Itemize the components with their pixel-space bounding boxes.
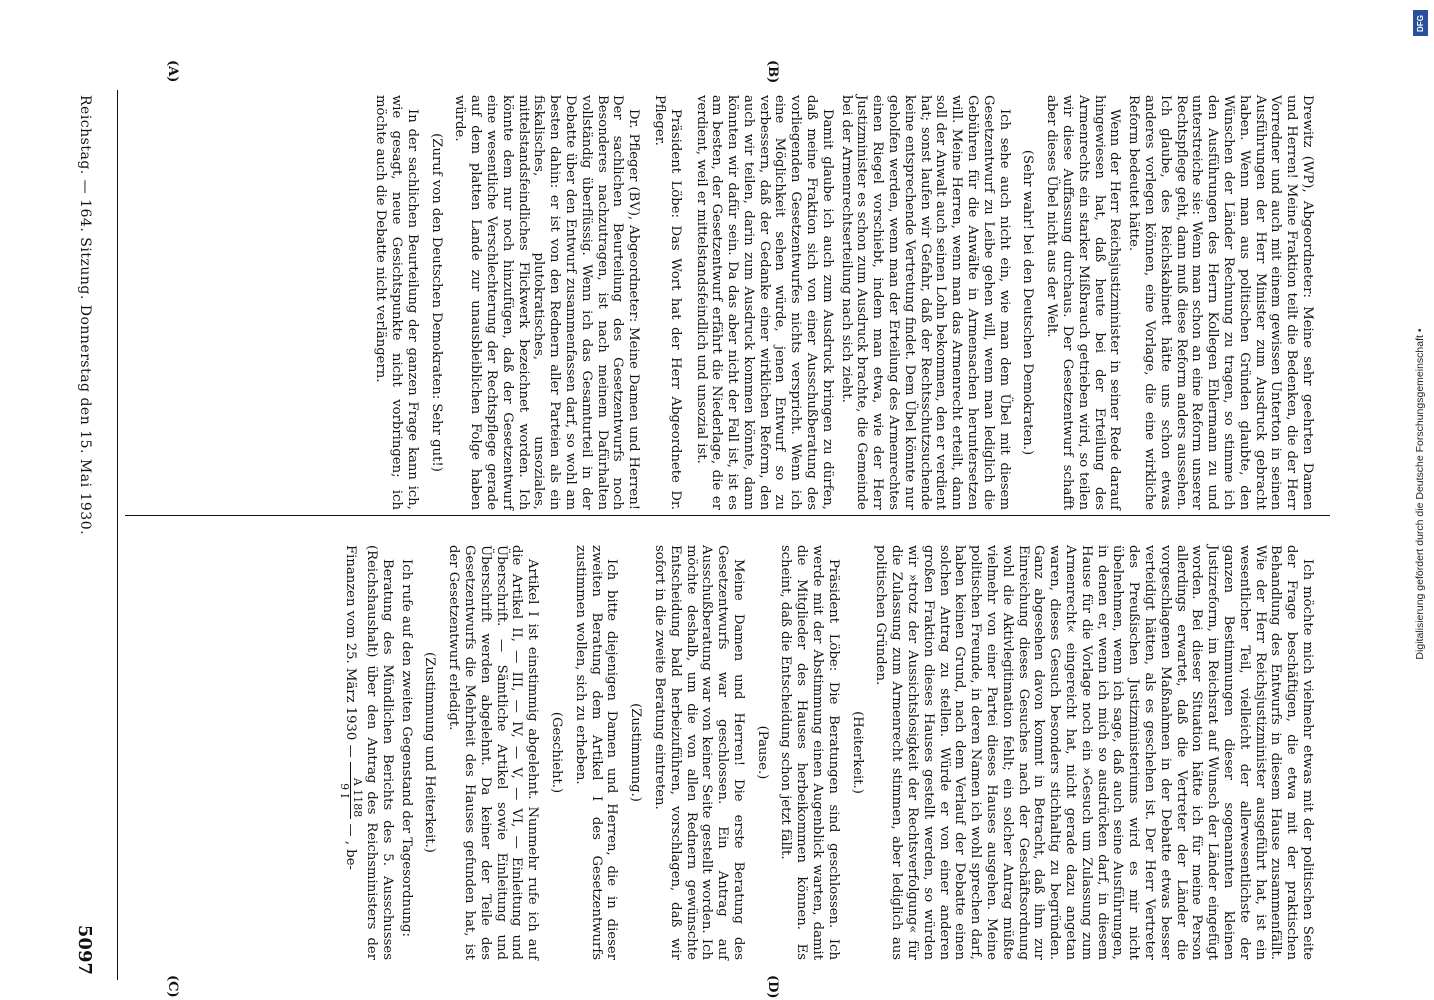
paragraph: Artikel I ist einstimmig abgelehnt. Nunmehr rufe ich auf die Artikel II, — III, — IV, — V, — VI, — Einleitung und Überschrift. — Sämtliche Artikel sowie Einleitung und Überschrift werden abgelehnt. Da keiner der Teile des Gesetzentwurfs die Mehrheit des Hauses gefunden hat, ist der Gesetzentwurf erledigt. <box>446 545 541 960</box>
paragraph: In der sachlichen Beurteilung der ganzen Frage kann ich, wie gesagt, neue Gesichtspunkte nicht vorbringen; ich möchte auch die Debatte nicht verlängern. <box>373 95 420 510</box>
dfg-logo: DFG <box>1413 10 1428 36</box>
header-title: Reichstag. — 164. Sitzung. Donnerstag den 15. Mai 1930. <box>77 95 93 536</box>
fraction-numerator: A 1188 <box>350 762 363 819</box>
agenda-item: Beratung des Mündlichen Berichts des 5. Ausschusses (Reichshaushalt) über den Antrag des Reichsministers der Finanzen vom 25. März 1930 — <box>343 545 395 960</box>
paragraph: Dr. Pfleger (BV), Abgeordneter: Meine Damen und Herren! Der sachlichen Beurteilung des Gesetzentwurfs noch Besonderes nachzutragen, ist nach meinem Dafürhalten vollständig überflüssig. Wenn ich das Gesamturteil in der Debatte über den Entwurf zusammenfassen darf, so wohl am besten dahin: er ist von den Rednern aller Parteien als ein fiskalisches, plutokratisches, unsoziales, mittelstandsfeindliches Flickwerk bezeichnet worden. Ich könnte dem nur noch hinzufügen, daß der Gesetzentwurf eine wesentliche Verschlechterung der Rechtspflege gerade auf dem platten Lande zur unausbleiblichen Folge haben würde. <box>452 95 642 510</box>
paragraph: Ich rufe auf den zweiten Gegenstand der Tagesordnung: <box>398 559 414 937</box>
paragraph: Präsident Löbe: Die Beratungen sind geschlossen. Ich werde mit der Abstimmung einen Augenblick warten, damit die Mitglieder des Hauses herbeikommen können. Es scheint, daß die Entscheidung schon jetzt fällt. <box>778 545 841 960</box>
paragraph: Präsident Löbe: Das Wort hat der Herr Abgeordnete Dr. Pfleger. <box>651 95 683 510</box>
interjection: (Geschieht.) <box>548 711 564 794</box>
right-column <box>125 545 1315 960</box>
paragraph: Ich möchte mich vielmehr etwas mit der politischen Seite der Frage beschäftigen, die etwa mit der praktischen Behandlung des Entwurfs in diesem Hause zusammenfällt. Wie der Herr Reichsjustizminister ausgeführt hat, ist ein wesentlicher Teil, vielleicht der allerwesentlichste der ganzen Bestimmungen dieser sogenannten kleinen Justizreform, im Reichsrat auf Wunsch der Länder eingefügt worden. Bei dieser Situation hätte ich für meine Person allerdings erwartet, daß die Vertreter der Länder die vorgeschlagenen Maßnahmen in der Debatte etwas besser verteidigt hätten, als es geschehen ist. Der Herr Vertreter des Preußischen Justizministeriums wird es mir nicht übelnehmen, wenn ich sage, daß auch seine Ausführungen, in denen er, wenn ich mich so ausdrücken darf, in diesem Hause für die Vorlage noch ein »Gesuch um Zulassung zum Armenrecht« eingereicht hat, nicht gerade dazu angetan waren, dieses Gesuch besonders stichhaltig zu begründen. Ganz abgesehen davon kommt in Betracht, daß ihm zur Einreichung dieses Gesuches nach der Geschäftsordnung wohl die Aktivlegitimation fehlt; ein solcher Antrag müßte vielmehr von einer Partei dieses Hauses ausgehen. Meine politischen Freunde, in deren Namen ich wohl sprechen darf, haben keinen Grund, nach dem Verlauf der Debatte einen solchen Antrag zu stellen. Würde er von einer anderen großen Fraktion dieses Hauses gestellt werden, so würden wir »trotz der Aussichtslosigkeit der Rechtsverfolgung« für die Zulassung zum Armenrecht stimmen, aber lediglich aus politischen Gründen. <box>873 545 1315 960</box>
paragraph: Damit glaube ich auch zum Ausdruck bringen zu dürfen, daß meine Fraktion sich von einer Ausschußberatung des vorliegenden Gesetzentwurfes nichts verspricht. Wenn ich eine Möglichkeit sehen würde, jenen Entwurf so zu verbessern, daß der Gedanke einer wirklichen Reform, den auch wir teilen, darin zum Ausdruck kommen könnte, dann könnten wir dafür sein. Da das aber nicht der Fall ist, ist es am besten, der Gesetzentwurf erfährt die Niederlage, die er verdient, weil er mittelstandsfeindlich und unsozial ist. <box>693 95 835 510</box>
interjection: (Zustimmung.) <box>628 703 644 802</box>
interjection: (Zuruf von den Deutschen Demokraten: Sehr gut!) <box>428 133 444 472</box>
dfg-credit-text: Digitalisierung gefördert durch die Deutsche Forschungsgemeinschaft • <box>1414 328 1426 660</box>
margin-marker-b: (B) <box>765 60 780 84</box>
paragraph: Ich bitte diejenigen Damen und Herren, die in dieser zweiten Beratung dem Artikel I des Gesetzentwurfs zustimmen wollen, sich zu erheben. <box>572 545 620 960</box>
agenda-item-end: — , be- <box>343 823 359 870</box>
paragraph: Ich sehe auch nicht ein, wie man dem Übel mit diesem Gesetzentwurf zu Leibe gehen will, wenn man lediglich die Gebühren für die Anwälte in Armensachen heruntersetzen will. Meine Herren, wenn man das Armenrecht erteilt, dann soll der Anwalt auch seinen Lohn bekommen, den er verdient hat; sonst laufen wir Gefahr, daß der Rechtsschutzsuchende keine entsprechende Vertretung findet. Dem Übel könnte nur geholfen werden, wenn man der Erteilung des Armenrechtes einen Riegel vorschiebt, indem man etwa, wie der Herr Justizminister es schon zum Ausdruck brachte, die Gemeinde bei der Armenrechtserteilung nach sich zieht. <box>838 95 1012 510</box>
fraction <box>338 762 363 819</box>
interjection: (Zustimmung und Heiterkeit.) <box>422 652 438 853</box>
interjection: (Heiterkeit.) <box>849 711 865 794</box>
margin-marker-c: (C) <box>165 975 180 998</box>
left-column <box>125 95 1315 510</box>
paragraph <box>338 545 395 960</box>
paragraph: Drewitz (WP), Abgeordneter: Meine sehr geehrten Damen und Herren! Meine Fraktion teilt die Bedenken, die der Herr Vorredner und auch mit einem gewissen Unterton in seinen Ausführungen der Herr Minister zum Ausdruck gebracht haben. Wenn man aus politischen Gründen glaubte, den Wünschen der Länder Rechnung zu tragen, so stimme ich den Ausführungen des Herrn Kollegen Ehlermann zu und unterstreiche sie: Wenn man schon an eine Reform unserer Rechtspflege geht, dann muß diese Reform anders aussehen. Ich glaube, des Reichskabinett hätte uns schon etwas anderes vorlegen können, eine Vorlage, die eine wirkliche Reform bedeutet hätte. <box>1126 95 1315 510</box>
margin-marker-d: (D) <box>765 975 780 999</box>
dfg-sidebar <box>1412 6 1430 996</box>
page-number: 5097 <box>74 924 96 975</box>
column-separator <box>125 515 1330 516</box>
fraction-denominator: 9 I <box>338 783 352 798</box>
interjection: (Sehr wahr! bei den Deutschen Demokraten.) <box>1020 149 1036 456</box>
page-header <box>70 95 100 975</box>
paragraph: Wenn der Herr Reichsjustizminister in seiner Rede darauf hingewiesen hat, daß heute bei der Erteilung des Armenrechts ein starker Mißbrauch getrieben wird, so teilen wir diese Auffassung durchaus. Der Gesetzentwurf schafft aber dieses Übel nicht aus der Welt. <box>1044 95 1123 510</box>
interjection: (Pause.) <box>754 725 770 780</box>
paragraph: Meine Damen und Herren! Die erste Beratung des Gesetzentwurfs war geschlossen. Ein Antrag auf Ausschußberatung war von keiner Seite gestellt worden. Ich möchte deshalb, um die von allen Rednern gewünschte Entscheidung bald herbeizuführen, vorschlagen, daß wir sofort in die zweite Beratung eintreten. <box>651 545 746 960</box>
header-rule <box>117 90 118 980</box>
margin-marker-a: (A) <box>165 60 180 83</box>
